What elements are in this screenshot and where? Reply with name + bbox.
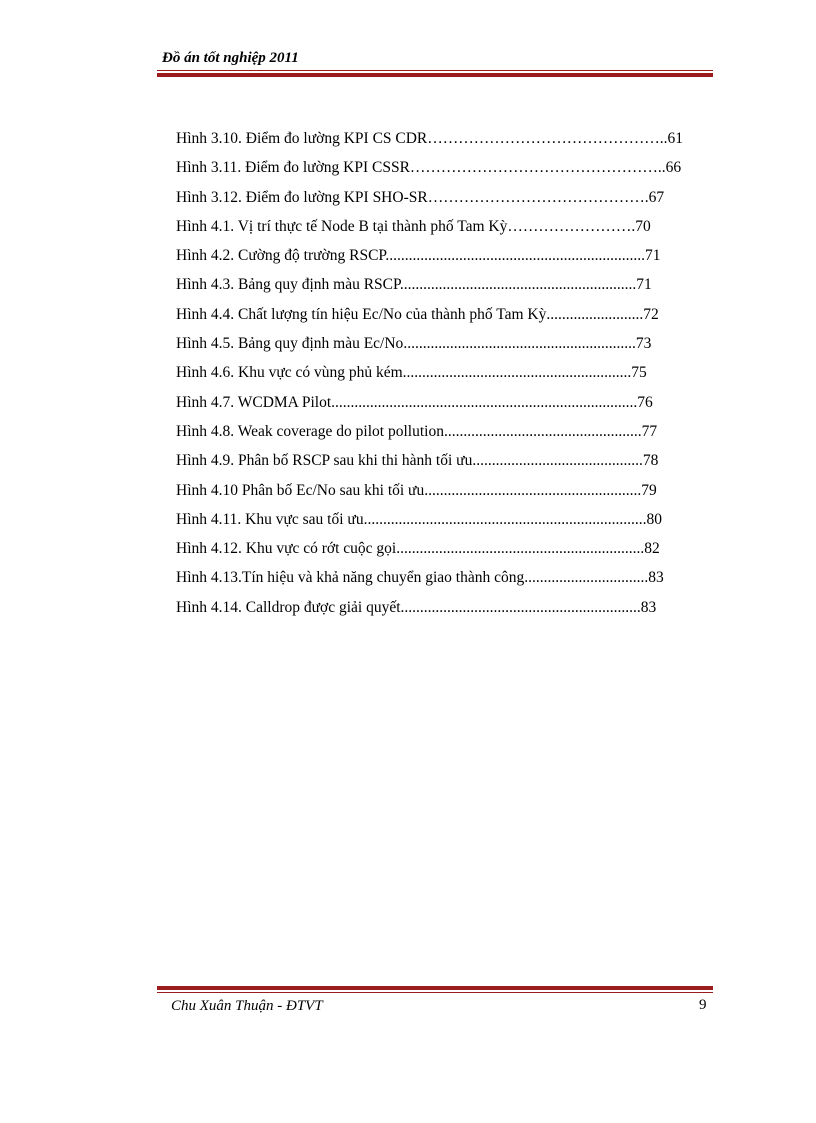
toc-label: Hình 4.10 Phân bố Ec/No sau khi tối ưu [176, 481, 425, 499]
toc-label: Hình 4.12. Khu vực có rớt cuộc gọi [176, 540, 397, 558]
toc-page: 77 [641, 422, 658, 440]
toc-page: 79 [641, 481, 657, 499]
toc-page: 73 [635, 335, 652, 353]
toc-dots: .............................................................. [400, 598, 641, 616]
toc-page: 61 [667, 130, 684, 147]
toc-dots: ............................................................. [399, 276, 637, 294]
toc-dots: ........................................................ [424, 481, 642, 499]
toc-dots: ................................................................... [385, 247, 645, 265]
toc-label: Hình 3.11. Điểm đo lường KPI CSSR [176, 159, 410, 177]
toc-page: 71 [644, 247, 661, 265]
toc-label: Hình 4.5. Bảng quy định màu Ec/No [176, 335, 404, 353]
toc-page: 66 [665, 159, 682, 177]
toc-dots: ............................................ [472, 452, 643, 470]
toc-entry [176, 188, 736, 217]
toc-entry [176, 275, 736, 304]
toc-page: 76 [637, 393, 653, 411]
toc-label: Hình 4.13.Tín hiệu và khả năng chuyển giao thành công [176, 569, 525, 587]
toc-label: Hình 4.1. Vị trí thực tế Node B tại thành phố Tam Kỳ [176, 217, 508, 235]
header-rule-thick [157, 73, 713, 77]
toc-page: 82 [644, 540, 660, 558]
toc-page: 83 [648, 569, 664, 587]
toc-dots: ………………………………………….. [409, 159, 666, 177]
toc-entry [176, 393, 736, 422]
toc-page: 75 [631, 364, 647, 382]
toc-dots: ......................... [546, 305, 644, 323]
toc-entry [176, 422, 736, 451]
toc-label: Hình 3.12. Điểm đo lường KPI SHO-SR [176, 188, 428, 206]
toc-label: Hình 4.11. Khu vực sau tối ưu [176, 510, 364, 528]
toc-dots: ................................................................ [396, 540, 645, 558]
toc-label: Hình 4.6. Khu vực có vùng phủ kém [176, 364, 403, 382]
header-rule-thin [157, 70, 713, 71]
toc-page: 71 [636, 276, 652, 294]
header-title: Đồ án tốt nghiệp 2011 [162, 50, 299, 66]
footer-page-number: 9 [699, 997, 707, 1013]
toc-entry [176, 246, 736, 275]
toc-entry [176, 568, 736, 597]
footer-rule-thin [157, 992, 713, 993]
toc-dots: ................................................... [443, 422, 642, 440]
toc-page: 83 [640, 598, 657, 616]
toc-entry [176, 451, 736, 480]
toc-label: Hình 4.14. Calldrop được giải quyết [176, 598, 401, 616]
toc-entry [176, 217, 736, 246]
toc-entry [176, 539, 736, 568]
figure-list [176, 129, 736, 627]
toc-label: Hình 4.3. Bảng quy định màu RSCP [176, 276, 400, 294]
toc-label: Hình 4.4. Chất lượng tín hiệu Ec/No của thành phố Tam Kỳ [176, 305, 547, 323]
toc-dots: ……………………………………….. [427, 130, 668, 147]
footer-rule-thick [157, 986, 713, 990]
toc-dots: ……………………. [507, 217, 636, 235]
toc-dots: ......................................................................... [363, 510, 647, 528]
toc-page: 72 [643, 305, 659, 323]
toc-dots: ............................................................ [403, 335, 636, 353]
toc-page: 80 [646, 510, 662, 528]
toc-label: Hình 4.2. Cường độ trường RSCP [176, 247, 386, 265]
toc-entry [176, 598, 736, 627]
toc-page: 70 [635, 217, 651, 235]
toc-label: Hình 4.7. WCDMA Pilot [176, 393, 332, 411]
toc-entry [176, 481, 736, 510]
toc-dots: ................................ [524, 569, 649, 587]
toc-page: 78 [642, 452, 659, 470]
toc-entry [176, 129, 736, 158]
toc-entry [176, 363, 736, 392]
toc-dots: ........................................................... [402, 364, 632, 382]
toc-label: Hình 4.8. Weak coverage do pilot pollution [176, 422, 444, 440]
toc-page: 67 [648, 188, 665, 206]
toc-dots: ............................................................................... [331, 393, 638, 411]
toc-entry [176, 334, 736, 363]
toc-entry [176, 510, 736, 539]
toc-entry [176, 158, 736, 187]
toc-label: Hình 4.9. Phân bố RSCP sau khi thi hành tối ưu [176, 452, 473, 470]
footer-author: Chu Xuân Thuận - ĐTVT [171, 998, 323, 1014]
toc-label: Hình 3.10. Điểm đo lường KPI CS CDR [176, 130, 428, 147]
toc-dots: ……………………………………. [427, 188, 649, 206]
toc-entry [176, 305, 736, 334]
